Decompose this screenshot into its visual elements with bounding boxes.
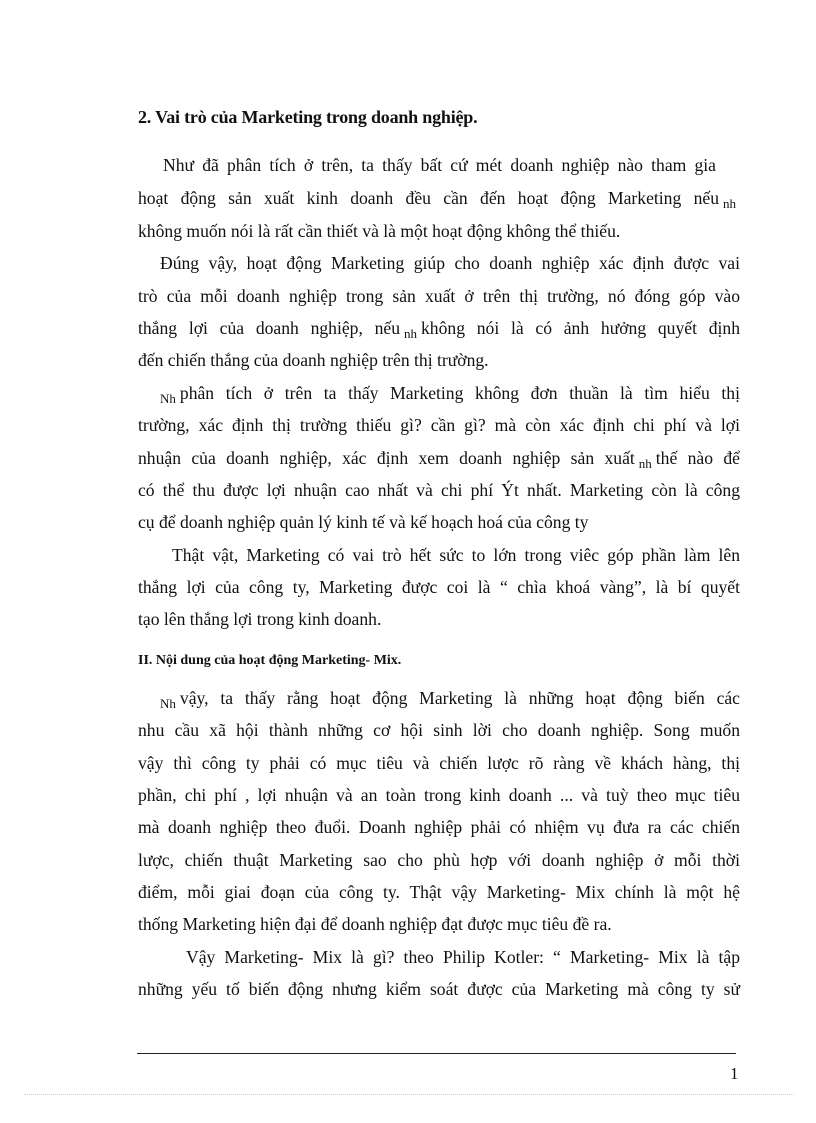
paragraph-3-line-3-text-b: thế nào để [655,448,740,468]
paragraph-3-line-2: trường, xác định thị trường thiếu gì? cần gì? mà còn xác định chi phí và lợi [138,415,740,435]
paragraph-1-line-2 [138,186,740,212]
paragraph-5-line-1-text: vậy, ta thấy rằng hoạt động Marketing là những hoạt động biến các [179,688,740,708]
paragraph-1-line-2-fragment: nh [723,196,736,211]
paragraph-6-line-2: những yếu tố biến động nhưng kiểm soát được của Marketing mà công ty sử [138,979,740,999]
paragraph-4-line-1: Thật vật, Marketing có vai trò hết sức to lớn trong viêc góp phần làm lên [172,545,740,565]
paragraph-4-line-2: thắng lợi của công ty, Marketing được coi là “ chìa khoá vàng”, là bí quyết [138,577,740,597]
paragraph-3-line-1-fragment: Nh [160,391,176,406]
paragraph-5-line-8: thống Marketing hiện đại để doanh nghiệp đạt được mục tiêu đề ra. [138,914,612,934]
footer-divider [137,1053,736,1054]
paragraph-5-line-6: lược, chiến thuật Marketing sao cho phù hợp với doanh nghiệp ở mỗi thời [138,850,740,870]
paragraph-6-line-1: Vậy Marketing- Mix là gì? theo Philip Kotler: “ Marketing- Mix là tập [186,947,740,967]
section-heading-role-of-marketing: 2. Vai trò của Marketing trong doanh nghiệp. [138,107,478,127]
paragraph-5-line-5: mà doanh nghiệp theo đuổi. Doanh nghiệp phải có nhiệm vụ đưa ra các chiến [138,817,740,837]
paragraph-2-line-2: trò của mỗi doanh nghiệp trong sản xuất ở trên thị trường, nó đóng góp vào [138,286,740,306]
paragraph-3-line-1-text: phân tích ở trên ta thấy Marketing không đơn thuần là tìm hiểu thị [179,383,740,403]
paragraph-2-line-3-text-a: thắng lợi của doanh nghiệp, nếu [138,318,400,338]
paragraph-5-line-1 [160,686,740,712]
paragraph-3-line-4: có thể thu được lợi nhuận cao nhất và chi phí Ýt nhất. Marketing còn là công [138,480,740,500]
page-break-marker [24,1094,794,1095]
paragraph-5-line-7: điểm, mỗi giai đoạn của công ty. Thật vậy Marketing- Mix chính là một hệ [138,882,740,902]
paragraph-3-line-5: cụ để doanh nghiệp quản lý kinh tế và kế hoạch hoá của công ty [138,512,589,532]
paragraph-5-line-2: nhu cầu xã hội thành những cơ hội sinh lời cho doanh nghiệp. Song muốn [138,720,740,740]
paragraph-3-line-3 [138,446,740,472]
paragraph-4-line-3: tạo lên thắng lợi trong kinh doanh. [138,609,382,629]
page-number: 1 [730,1064,739,1083]
paragraph-5-line-3: vậy thì công ty phải có mục tiêu và chiến lược rõ ràng về khách hàng, thị [138,753,740,773]
paragraph-1-line-2-text: hoạt động sản xuất kinh doanh đều cần đến hoạt động Marketing nếu [138,188,719,208]
paragraph-3-line-3-fragment: nh [638,456,652,471]
paragraph-2-line-3-text-b: không nói là có ảnh hưởng quyết định [421,318,740,338]
paragraph-3-line-1 [160,381,740,407]
paragraph-1-line-3: không muốn nói là rất cần thiết và là một hoạt động không thể thiếu. [138,221,621,241]
paragraph-2-line-1: Đúng vậy, hoạt động Marketing giúp cho doanh nghiệp xác định được vai [160,253,740,273]
paragraph-5-line-1-fragment: Nh [160,696,176,711]
paragraph-5-line-4: phần, chi phí , lợi nhuận và an toàn trong kinh doanh ... và tuỳ theo mục tiêu [138,785,740,805]
paragraph-1-line-1: Như đã phân tích ở trên, ta thấy bất cứ mét doanh nghiệp nào tham gia [163,155,716,175]
section-heading-marketing-mix: II. Nội dung của hoạt động Marketing- Mix. [138,653,402,668]
paragraph-2-line-3-fragment: nh [404,326,417,341]
paragraph-3-line-3-text-a: nhuận của doanh nghiệp, xác định xem doanh nghiệp sản xuất [138,448,635,468]
paragraph-2-line-3 [138,316,740,342]
paragraph-2-line-4: đến chiến thắng của doanh nghiệp trên thị trường. [138,350,489,370]
